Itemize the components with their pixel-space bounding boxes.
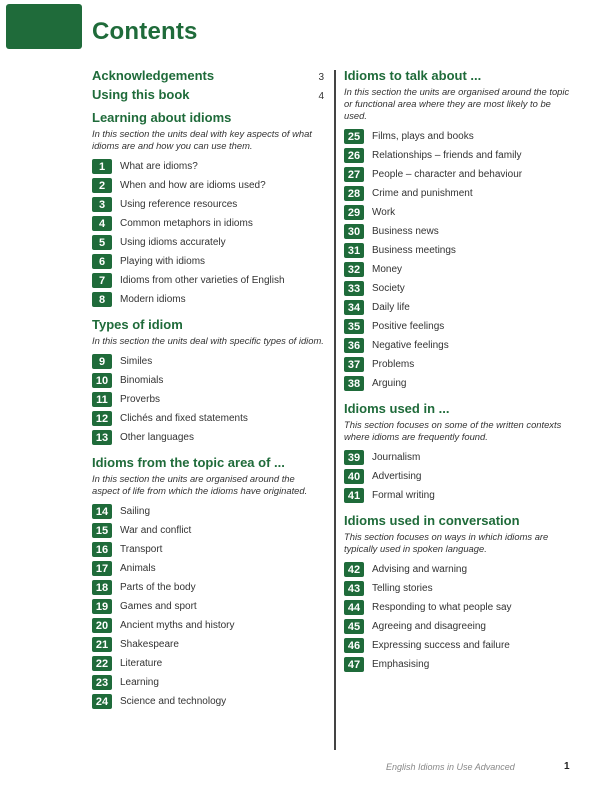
unit-label: Telling stories xyxy=(372,583,433,594)
unit-item[interactable] xyxy=(344,336,576,355)
unit-number-badge: 29 xyxy=(344,205,364,220)
unit-number-badge: 33 xyxy=(344,281,364,296)
unit-label: Expressing success and failure xyxy=(372,640,510,651)
unit-label: Games and sport xyxy=(120,601,197,612)
section-title: Types of idiom xyxy=(92,317,183,332)
unit-number-badge: 5 xyxy=(92,235,112,250)
footer-book-title: English Idioms in Use Advanced xyxy=(386,762,515,772)
page-title: Contents xyxy=(92,18,198,45)
section-title: Idioms used in ... xyxy=(344,401,450,416)
column-divider xyxy=(334,70,336,750)
unit-number-badge: 27 xyxy=(344,167,364,182)
unit-label: Society xyxy=(372,283,405,294)
front-item-acknowledgements[interactable] xyxy=(92,68,324,83)
section-description: In this section the units are organised around the aspect of life from which the idioms have originated. xyxy=(92,473,308,496)
unit-number-badge: 3 xyxy=(92,197,112,212)
unit-number-badge: 20 xyxy=(92,618,112,633)
right-column xyxy=(344,68,576,674)
unit-item[interactable] xyxy=(344,617,576,636)
unit-number-badge: 26 xyxy=(344,148,364,163)
unit-item[interactable] xyxy=(92,673,324,692)
unit-item[interactable] xyxy=(92,214,324,233)
unit-number-badge: 34 xyxy=(344,300,364,315)
unit-label: Emphasising xyxy=(372,659,430,670)
unit-item[interactable] xyxy=(92,409,324,428)
unit-number-badge: 37 xyxy=(344,357,364,372)
section-title: Idioms used in conversation xyxy=(344,513,520,528)
unit-item[interactable] xyxy=(344,146,576,165)
unit-item[interactable] xyxy=(344,317,576,336)
unit-item[interactable] xyxy=(344,655,576,674)
unit-label: Sailing xyxy=(120,506,151,517)
unit-label: Positive feelings xyxy=(372,321,445,332)
unit-item[interactable] xyxy=(92,290,324,309)
unit-number-badge: 21 xyxy=(92,637,112,652)
unit-item[interactable] xyxy=(344,165,576,184)
unit-number-badge: 19 xyxy=(92,599,112,614)
unit-item[interactable] xyxy=(344,560,576,579)
section-title: Learning about idioms xyxy=(92,110,232,125)
unit-label: Learning xyxy=(120,677,159,688)
unit-number-badge: 32 xyxy=(344,262,364,277)
unit-number-badge: 11 xyxy=(92,392,112,407)
unit-number-badge: 10 xyxy=(92,373,112,388)
unit-number-badge: 35 xyxy=(344,319,364,334)
unit-label: Other languages xyxy=(120,432,194,443)
unit-label: Literature xyxy=(120,658,163,669)
unit-label: Animals xyxy=(120,563,156,574)
unit-number-badge: 12 xyxy=(92,411,112,426)
unit-item[interactable] xyxy=(344,241,576,260)
unit-item[interactable] xyxy=(344,260,576,279)
unit-label: Responding to what people say xyxy=(372,602,512,613)
unit-number-badge: 41 xyxy=(344,488,364,503)
unit-number-badge: 31 xyxy=(344,243,364,258)
unit-label: War and conflict xyxy=(120,525,192,536)
unit-label: Binomials xyxy=(120,375,164,386)
unit-item[interactable] xyxy=(92,390,324,409)
unit-item[interactable] xyxy=(344,598,576,617)
unit-item[interactable] xyxy=(92,252,324,271)
unit-number-badge: 38 xyxy=(344,376,364,391)
unit-number-badge: 30 xyxy=(344,224,364,239)
unit-number-badge: 28 xyxy=(344,186,364,201)
front-item-using-this-book[interactable] xyxy=(92,87,324,102)
right-sections xyxy=(344,68,576,674)
unit-label: Parts of the body xyxy=(120,582,196,593)
unit-label: Relationships – friends and family xyxy=(372,150,522,161)
unit-number-badge: 46 xyxy=(344,638,364,653)
unit-item[interactable] xyxy=(92,157,324,176)
unit-item[interactable] xyxy=(92,271,324,290)
unit-item[interactable] xyxy=(344,467,576,486)
unit-label: Shakespeare xyxy=(120,639,179,650)
unit-number-badge: 16 xyxy=(92,542,112,557)
unit-item[interactable] xyxy=(92,559,324,578)
section-description: In this section the units deal with specific types of idiom. xyxy=(92,335,324,346)
unit-number-badge: 2 xyxy=(92,178,112,193)
unit-label: Similes xyxy=(120,356,153,367)
unit-number-badge: 44 xyxy=(344,600,364,615)
unit-number-badge: 14 xyxy=(92,504,112,519)
unit-item[interactable] xyxy=(344,127,576,146)
unit-number-badge: 18 xyxy=(92,580,112,595)
unit-item[interactable] xyxy=(92,654,324,673)
unit-item[interactable] xyxy=(92,233,324,252)
unit-label: Films, plays and books xyxy=(372,131,474,142)
unit-label: Clichés and fixed statements xyxy=(120,413,248,424)
unit-item[interactable] xyxy=(344,279,576,298)
unit-number-badge: 7 xyxy=(92,273,112,288)
left-column xyxy=(92,68,324,711)
unit-label: Money xyxy=(372,264,403,275)
unit-number-badge: 6 xyxy=(92,254,112,269)
footer-page-number: 1 xyxy=(564,761,570,772)
unit-label: Journalism xyxy=(372,452,421,463)
unit-label: Business meetings xyxy=(372,245,456,256)
unit-number-badge: 25 xyxy=(344,129,364,144)
unit-label: Agreeing and disagreeing xyxy=(372,621,486,632)
unit-item[interactable] xyxy=(344,486,576,505)
unit-item[interactable] xyxy=(344,579,576,598)
unit-item[interactable] xyxy=(92,195,324,214)
unit-number-badge: 23 xyxy=(92,675,112,690)
unit-item[interactable] xyxy=(344,355,576,374)
unit-item[interactable] xyxy=(92,352,324,371)
unit-item[interactable] xyxy=(344,222,576,241)
unit-item[interactable] xyxy=(344,184,576,203)
unit-label: Proverbs xyxy=(120,394,161,405)
unit-number-badge: 22 xyxy=(92,656,112,671)
section-description: In this section the units are organised around the topic or functional area where they are most likely to be used. xyxy=(344,86,570,121)
section-description: This section focuses on some of the written contexts where idioms are frequently found. xyxy=(344,419,562,442)
unit-label: Negative feelings xyxy=(372,340,449,351)
unit-number-badge: 4 xyxy=(92,216,112,231)
unit-number-badge: 17 xyxy=(92,561,112,576)
unit-number-badge: 8 xyxy=(92,292,112,307)
unit-label: Formal writing xyxy=(372,490,435,501)
unit-number-badge: 1 xyxy=(92,159,112,174)
unit-item[interactable] xyxy=(92,521,324,540)
unit-label: People – character and behaviour xyxy=(372,169,523,180)
unit-item[interactable] xyxy=(92,616,324,635)
unit-number-badge: 9 xyxy=(92,354,112,369)
unit-label: Daily life xyxy=(372,302,410,313)
section-title: Idioms from the topic area of ... xyxy=(92,455,285,470)
front-item-page: 3 xyxy=(318,72,324,83)
unit-label: Playing with idioms xyxy=(120,256,206,267)
unit-label: Modern idioms xyxy=(120,294,186,305)
unit-item[interactable] xyxy=(92,578,324,597)
unit-item[interactable] xyxy=(92,540,324,559)
unit-label: Advertising xyxy=(372,471,422,482)
unit-label: Science and technology xyxy=(120,696,227,707)
unit-label: When and how are idioms used? xyxy=(120,180,266,191)
unit-item[interactable] xyxy=(344,636,576,655)
unit-item[interactable] xyxy=(92,502,324,521)
unit-item[interactable] xyxy=(344,374,576,393)
unit-label: Ancient myths and history xyxy=(120,620,235,631)
unit-label: Business news xyxy=(372,226,439,237)
unit-item[interactable] xyxy=(92,692,324,711)
unit-label: Crime and punishment xyxy=(372,188,473,199)
unit-item[interactable] xyxy=(92,176,324,195)
front-item-label: Acknowledgements xyxy=(92,68,215,83)
unit-number-badge: 42 xyxy=(344,562,364,577)
unit-item[interactable] xyxy=(92,597,324,616)
section-description: In this section the units deal with key aspects of what idioms are and how you can use them. xyxy=(92,128,312,151)
unit-number-badge: 36 xyxy=(344,338,364,353)
unit-label: Problems xyxy=(372,359,415,370)
unit-number-badge: 40 xyxy=(344,469,364,484)
section-title: Idioms to talk about ... xyxy=(344,68,482,83)
unit-item[interactable] xyxy=(92,371,324,390)
unit-item[interactable] xyxy=(344,203,576,222)
unit-item[interactable] xyxy=(92,635,324,654)
unit-number-badge: 13 xyxy=(92,430,112,445)
unit-item[interactable] xyxy=(344,298,576,317)
unit-item[interactable] xyxy=(92,428,324,447)
header-tab xyxy=(6,4,82,49)
unit-number-badge: 43 xyxy=(344,581,364,596)
section-description: This section focuses on ways in which idioms are typically used in spoken language. xyxy=(344,531,549,554)
front-item-page: 4 xyxy=(318,91,324,102)
unit-label: Idioms from other varieties of English xyxy=(120,275,285,286)
unit-number-badge: 15 xyxy=(92,523,112,538)
unit-label: Common metaphors in idioms xyxy=(120,218,253,229)
front-item-label: Using this book xyxy=(92,87,190,102)
unit-number-badge: 39 xyxy=(344,450,364,465)
unit-label: Using reference resources xyxy=(120,199,238,210)
unit-label: Transport xyxy=(120,544,163,555)
unit-number-badge: 45 xyxy=(344,619,364,634)
unit-number-badge: 47 xyxy=(344,657,364,672)
unit-label: What are idioms? xyxy=(120,161,198,172)
unit-item[interactable] xyxy=(344,448,576,467)
left-sections xyxy=(92,110,324,711)
unit-label: Using idioms accurately xyxy=(120,237,226,248)
unit-label: Work xyxy=(372,207,396,218)
unit-label: Advising and warning xyxy=(372,564,468,575)
unit-label: Arguing xyxy=(372,378,407,389)
unit-number-badge: 24 xyxy=(92,694,112,709)
